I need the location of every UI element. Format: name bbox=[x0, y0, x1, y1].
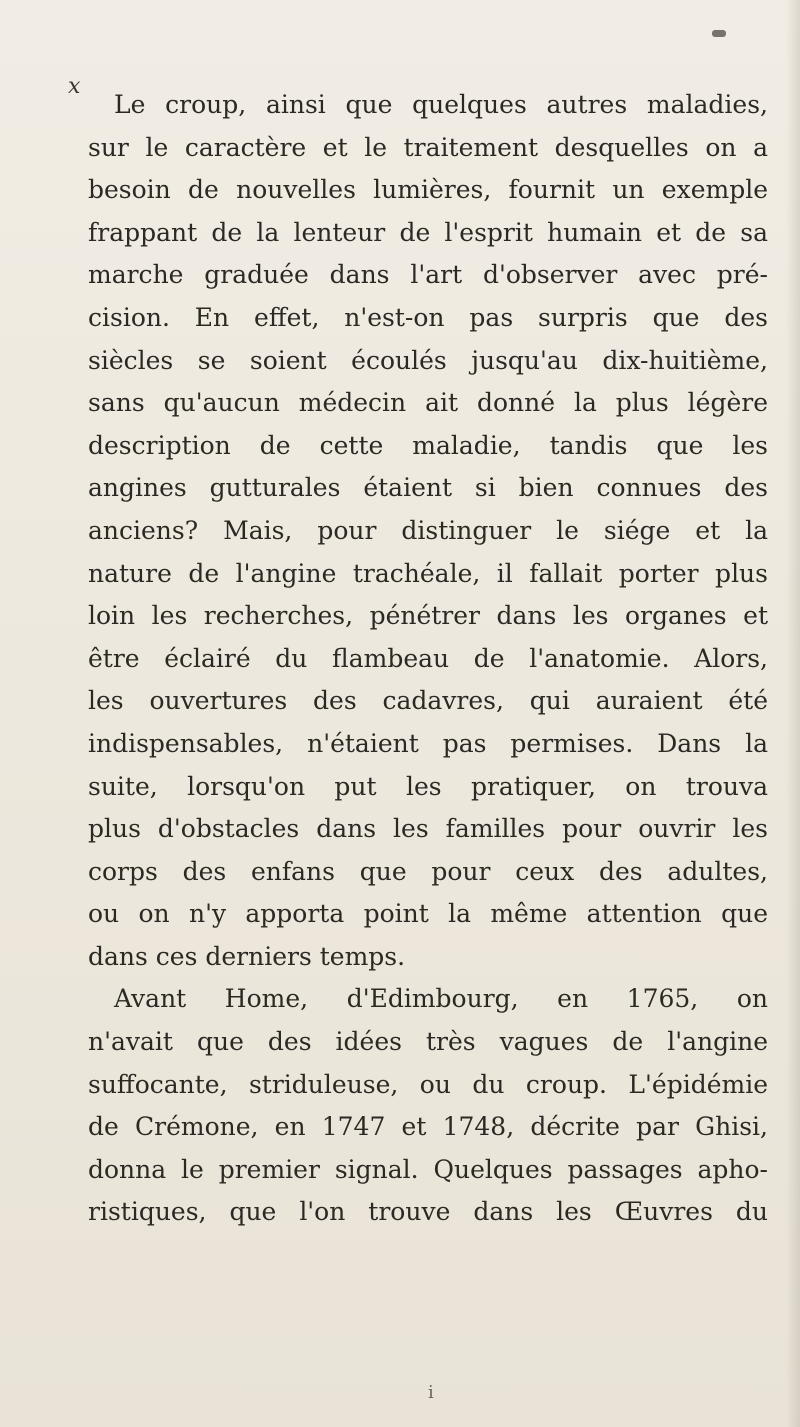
text-line: dans ces derniers temps. bbox=[88, 941, 406, 971]
text-line: Avant Home, d'Edimbourg, en 1765, on bbox=[114, 984, 768, 1014]
text-line: sans qu'aucun médecin ait donné la plus légère bbox=[88, 388, 768, 418]
ink-speck bbox=[712, 30, 726, 37]
text-line: ristiques, que l'on trouve dans les Œuvres du bbox=[88, 1197, 768, 1227]
text-line: les ouvertures des cadavres, qui auraient été bbox=[88, 686, 768, 716]
text-line: suffocante, striduleuse, ou du croup. L'épidémie bbox=[88, 1069, 768, 1099]
text-line: nature de l'angine trachéale, il fallait porter plus bbox=[88, 558, 768, 588]
text-line: anciens? Mais, pour distinguer le siége et la bbox=[88, 515, 768, 545]
text-line: n'avait que des idées très vagues de l'angine bbox=[88, 1027, 768, 1057]
text-line: de Crémone, en 1747 et 1748, décrite par Ghisi, bbox=[88, 1112, 768, 1142]
text-line: loin les recherches, pénétrer dans les organes et bbox=[88, 601, 768, 631]
text-line: corps des enfans que pour ceux des adultes, bbox=[88, 856, 768, 886]
text-line: besoin de nouvelles lumières, fournit un exemple bbox=[88, 175, 768, 205]
text-line: donna le premier signal. Quelques passages apho- bbox=[88, 1154, 768, 1184]
text-line: angines gutturales étaient si bien connues des bbox=[88, 473, 768, 503]
paragraph-1 bbox=[88, 84, 768, 978]
paragraph-2 bbox=[88, 978, 768, 1234]
page-edge-shadow bbox=[786, 0, 800, 1427]
body-text bbox=[88, 84, 768, 1234]
text-line: être éclairé du flambeau de l'anatomie. Alors, bbox=[88, 643, 768, 673]
footer-mark: i bbox=[428, 1382, 434, 1403]
text-line: marche graduée dans l'art d'observer avec pré- bbox=[88, 260, 768, 290]
text-line: plus d'obstacles dans les familles pour ouvrir les bbox=[88, 814, 768, 844]
text-line: indispensables, n'étaient pas permises. Dans la bbox=[88, 728, 768, 758]
text-line: suite, lorsqu'on put les pratiquer, on trouva bbox=[88, 771, 768, 801]
text-line: Le croup, ainsi que quelques autres maladies, bbox=[114, 90, 768, 119]
text-line: cision. En effet, n'est-on pas surpris que des bbox=[88, 302, 768, 332]
text-line: siècles se soient écoulés jusqu'au dix-huitième, bbox=[88, 345, 768, 375]
page-signature-mark: x bbox=[68, 74, 81, 99]
text-line: description de cette maladie, tandis que les bbox=[88, 430, 768, 460]
text-line: ou on n'y apporta point la même attention que bbox=[88, 899, 768, 929]
text-line: frappant de la lenteur de l'esprit humain et de sa bbox=[88, 217, 768, 247]
text-line: sur le caractère et le traitement desquelles on a bbox=[88, 132, 768, 162]
